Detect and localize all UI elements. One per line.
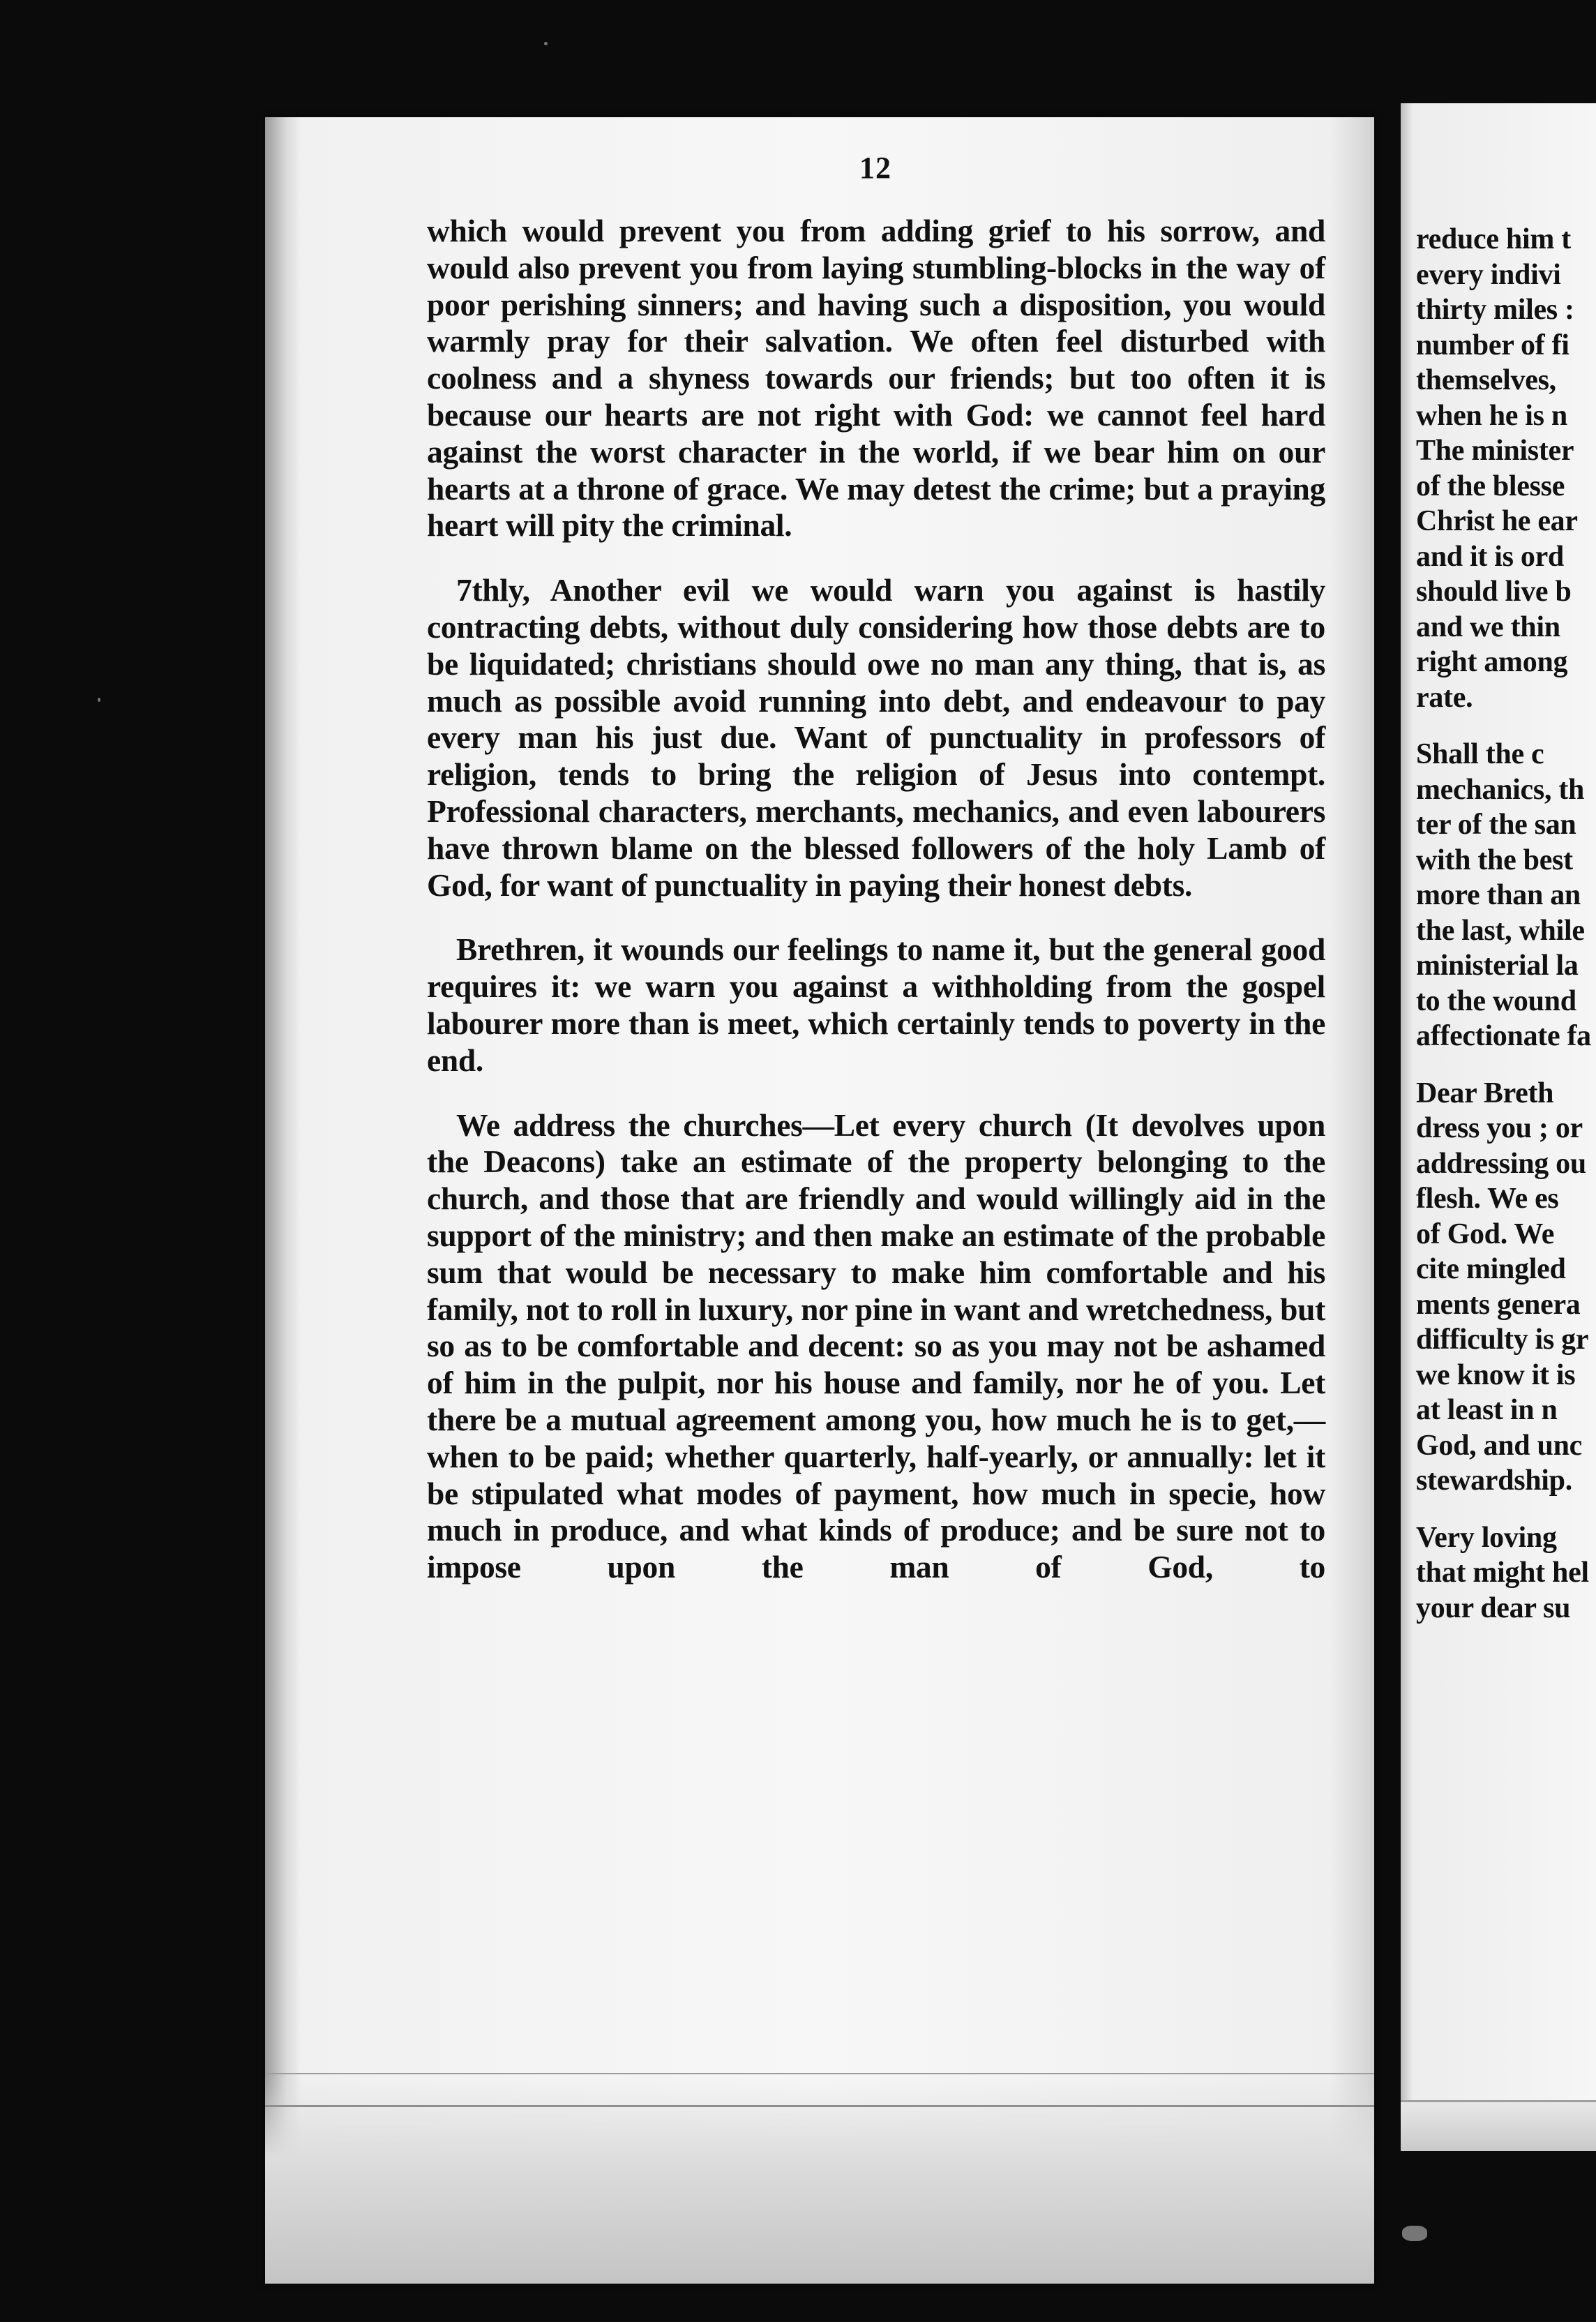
right-page-line: more than an xyxy=(1416,879,1581,911)
right-page-line: mechanics, th xyxy=(1416,773,1585,806)
paragraph-3: Brethren, it wounds our feelings to name it, but the general good requires it: we warn you against a withholding from the gospel labourer more than is meet, which certainly tends to poverty in the end. xyxy=(427,931,1325,1078)
right-page-line: we know it is xyxy=(1416,1358,1576,1391)
right-page-line: themselves, xyxy=(1416,364,1556,396)
right-page-line: The minister xyxy=(1416,435,1574,467)
right-page-line: dress you ; or xyxy=(1416,1112,1583,1144)
paragraph-1: which would prevent you from adding grief to his sorrow, and would also prevent you from laying stumbling-blocks in the way of poor perishing sinners; and having such a disposition, you would warmly pray for their salvation. We often feel disturbed with coolness and a shyness towards our friends; but too often it is because our hearts are not right with God: we cannot feel hard against the worst character in the world, if we bear him on our hearts at a throne of grace. We may detest the crime; but a praying heart will pity the criminal. xyxy=(427,213,1325,544)
paragraph-4: We address the churches—Let every church (It devolves upon the Deacons) take an estimate of the property belonging to the church, and those that are friendly and would willingly aid in the support of the ministry; and then make an estimate of the probable sum that would be necessary to make him comfortable and his family, not to roll in luxury, nor pine in want and wretchedness, but so as to be comfortable and decent: so as you may not be ashamed of him in the pulpit, nor his house and family, nor he of you. Let there be a mutual agreement among you, how much he is to get,—when to be paid; whether quarterly, half-yearly, or annually: let it be stipulated what modes of payment, how much in specie, how much in produce, and what kinds of produce; and be sure not to impose upon the man of God, to xyxy=(427,1107,1325,1585)
right-page-line: of the blesse xyxy=(1416,470,1565,502)
right-page-line: and it is ord xyxy=(1416,540,1564,573)
page-bottom-fold xyxy=(265,2073,1374,2284)
right-page-line: number of fi xyxy=(1416,329,1569,361)
right-page-line: Shall the c xyxy=(1416,738,1544,770)
right-page-line: and we thin xyxy=(1416,611,1560,643)
right-page-line: flesh. We es xyxy=(1416,1183,1559,1215)
right-page-line: God, and unc xyxy=(1416,1429,1583,1462)
paragraph-2: 7thly, Another evil we would warn you against is hastily contracting debts, without duly considering how those debts are to be liquidated; christians should owe no man any thing, that is, as much as possible avoid running into debt, and endeavour to pay every man his just due. Want of punctuality in professors of religion, tends to bring the religion of Jesus into contempt. Professional characters, merchants, mechanics, and even labourers have thrown blame on the blessed followers of the holy Lamb of God, for want of punctuality in paying their honest debts. xyxy=(427,572,1325,903)
right-page-line: to the wound xyxy=(1416,984,1576,1017)
right-page-line: should live b xyxy=(1416,576,1572,608)
right-page-line: ter of the san xyxy=(1416,809,1576,841)
left-page-text xyxy=(427,213,1325,1586)
right-page-line: ministerial la xyxy=(1416,950,1579,982)
right-page-line: Christ he ear xyxy=(1416,505,1578,537)
right-page-line: of God. We xyxy=(1416,1218,1555,1250)
right-page-line: thirty miles : xyxy=(1416,294,1574,326)
right-page-line: the last, while xyxy=(1416,914,1585,947)
right-page-line: reduce him t xyxy=(1416,223,1571,255)
right-page-fold xyxy=(1401,2100,1596,2151)
right-page-line: cite mingled xyxy=(1416,1253,1566,1285)
right-page-line: that might hel xyxy=(1416,1557,1589,1589)
right-page-line: when he is n xyxy=(1416,399,1567,432)
right-page-line: your dear su xyxy=(1416,1591,1571,1624)
right-page-line: every indivi xyxy=(1416,258,1561,291)
speck xyxy=(544,42,548,45)
speck xyxy=(98,698,100,702)
right-page-line: stewardship. xyxy=(1416,1465,1572,1497)
fold-line xyxy=(265,2105,1374,2107)
right-page-line: with the best xyxy=(1416,844,1573,876)
right-page-line: right among xyxy=(1416,646,1568,678)
page-gutter-shadow xyxy=(265,117,301,2284)
right-page-line: rate. xyxy=(1416,681,1473,714)
right-page-line: difficulty is gr xyxy=(1416,1324,1589,1356)
speck xyxy=(1402,2226,1427,2241)
right-page-line: ments genera xyxy=(1416,1288,1581,1321)
right-page-line: affectionate fa xyxy=(1416,1020,1591,1052)
right-page-line: Dear Breth xyxy=(1416,1077,1554,1109)
right-page-line: addressing ou xyxy=(1416,1147,1586,1180)
right-page-line: Very loving xyxy=(1416,1521,1557,1554)
right-page-text xyxy=(1416,222,1596,1626)
right-page-line: at least in n xyxy=(1416,1394,1558,1426)
page-number: 12 xyxy=(859,151,891,185)
